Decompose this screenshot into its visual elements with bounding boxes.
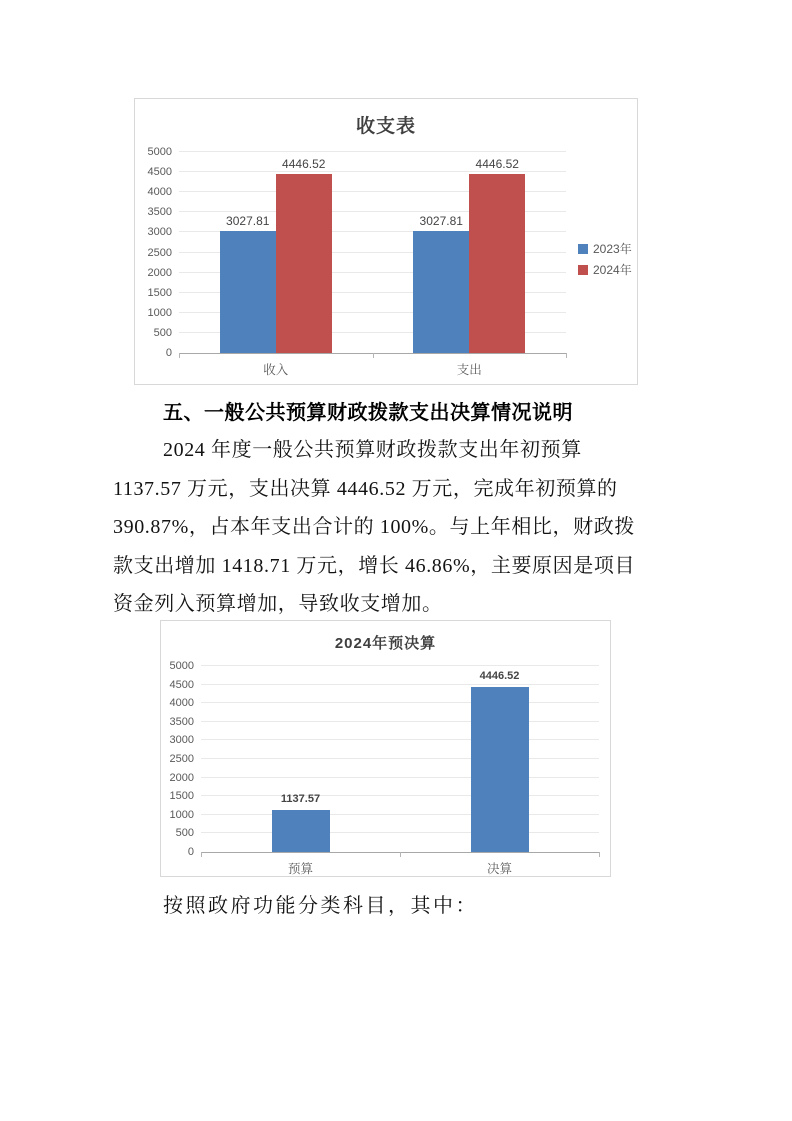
y-axis-tick-label: 3000	[147, 226, 172, 239]
legend-item	[578, 261, 632, 278]
y-axis-tick-label: 3500	[169, 715, 194, 728]
x-axis-labels	[179, 360, 566, 378]
x-axis-category-label: 收入	[263, 363, 289, 377]
y-axis-tick-label: 4500	[169, 678, 194, 691]
legend-item	[578, 240, 632, 257]
section-heading: 五、一般公共预算财政拨款支出决算情况说明	[163, 402, 573, 424]
paragraph-line: 390.87%，占本年支出合计的 100%。与上年相比，财政拨	[113, 516, 635, 538]
body-paragraph	[113, 431, 636, 624]
x-axis-category-label: 决算	[486, 862, 512, 876]
y-axis-tick-label: 0	[187, 846, 194, 858]
legend-label: 2024年	[593, 263, 632, 277]
y-axis-tick-label: 1500	[169, 790, 194, 803]
y-axis-tick-label: 2000	[147, 266, 172, 279]
bar-group	[201, 666, 400, 852]
y-axis-tick-label: 1500	[147, 286, 172, 299]
bar-group	[400, 666, 599, 852]
bar	[471, 669, 529, 852]
y-axis-tick-label: 4000	[169, 697, 194, 710]
paragraph-line: 2024 年度一般公共预算财政拨款支出年初预算	[163, 439, 582, 461]
chart-income-expense	[134, 98, 638, 385]
x-axis-labels	[201, 859, 599, 877]
bar-value-label: 3027.81	[226, 214, 270, 229]
x-axis-tick	[201, 852, 202, 857]
x-axis-tick	[566, 353, 567, 358]
y-axis-tick-label: 5000	[147, 146, 172, 158]
legend-swatch-icon	[578, 265, 588, 275]
closing-paragraph: 按照政府功能分类科目，其中：	[163, 895, 478, 917]
bar-groups	[201, 666, 599, 852]
bar-groups	[179, 152, 566, 353]
bar-value-label: 4446.52	[479, 669, 520, 682]
bar-group	[373, 152, 567, 353]
y-axis-tick-label: 2500	[147, 246, 172, 259]
bar-value-label: 4446.52	[475, 157, 519, 172]
y-axis-tick-label: 500	[175, 827, 194, 840]
chart-legend	[578, 236, 632, 282]
y-axis-tick-label: 5000	[169, 660, 194, 672]
x-axis-category-label: 支出	[456, 363, 482, 377]
bar-value-label: 1137.57	[280, 792, 321, 805]
bar	[272, 792, 330, 852]
bar-value-label: 4446.52	[282, 157, 326, 172]
x-axis-tick	[599, 852, 600, 857]
legend-label: 2023年	[593, 242, 632, 256]
paragraph-line: 资金列入预算增加，导致收支增加。	[113, 593, 443, 615]
y-axis-tick-label: 1000	[147, 306, 172, 319]
y-axis-tick-label: 1000	[169, 808, 194, 821]
bar	[220, 214, 276, 353]
chart-title: 2024年预决算	[334, 635, 437, 652]
x-axis-tick	[400, 852, 401, 857]
x-axis-category-label: 预算	[287, 862, 313, 876]
paragraph-line: 1137.57 万元，支出决算 4446.52 万元，完成年初预算的	[113, 477, 618, 500]
plot-area	[169, 660, 599, 858]
bar-group	[179, 152, 373, 353]
y-axis-tick-label: 2500	[169, 753, 194, 765]
x-axis-tick	[373, 353, 374, 358]
paragraph-line: 款支出增加 1418.71 万元，增长 46.86%，主要原因是项目	[113, 554, 636, 577]
bar	[469, 157, 525, 353]
y-axis-tick-label: 500	[153, 326, 172, 339]
chart-title: 收支表	[355, 116, 416, 137]
y-axis-tick-label: 4500	[147, 166, 172, 179]
y-axis-tick-label: 3000	[169, 734, 194, 747]
y-axis-tick-label: 2000	[169, 771, 194, 784]
y-axis-tick-label: 4000	[147, 186, 172, 199]
y-axis-tick-label: 0	[165, 347, 172, 359]
bar	[413, 214, 469, 353]
plot-area	[147, 146, 566, 359]
chart-budget-vs-final	[160, 620, 611, 877]
bar-value-label: 3027.81	[419, 214, 463, 229]
y-axis-tick-label: 3500	[147, 206, 172, 219]
legend-swatch-icon	[578, 244, 588, 254]
x-axis-tick	[179, 353, 180, 358]
bar	[276, 157, 332, 353]
